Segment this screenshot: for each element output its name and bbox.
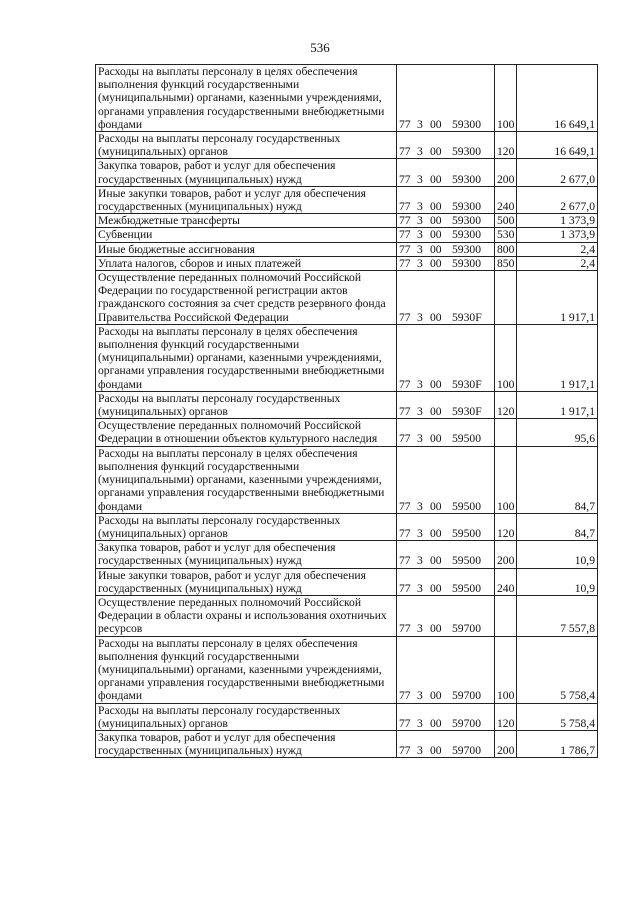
- org-code: 77: [399, 716, 411, 730]
- direction-code: 59300: [452, 117, 481, 131]
- program-code: 3: [417, 581, 423, 595]
- subprogram-code: 00: [430, 689, 442, 703]
- direction-code: 59700: [452, 716, 481, 730]
- amount-cell: 2,4: [517, 242, 598, 256]
- org-code: 77: [399, 554, 411, 568]
- org-code: 77: [399, 377, 411, 391]
- program-code: 3: [417, 744, 423, 758]
- subprogram-code: 00: [430, 499, 442, 513]
- amount-cell: 10,9: [517, 541, 598, 568]
- org-code: 77: [399, 200, 411, 214]
- direction-code: 59500: [452, 554, 481, 568]
- subprogram-code: 00: [430, 172, 442, 186]
- target-article-cell: [397, 636, 495, 703]
- expense-name-cell: Иные закупки товаров, работ и услуг для обеспечения государственных (муниципальных) нужд: [96, 186, 397, 213]
- direction-code: 5930F: [452, 405, 482, 419]
- expense-type-cell: 100: [495, 324, 517, 391]
- expense-type-cell: 200: [495, 541, 517, 568]
- subprogram-code: 00: [430, 228, 442, 242]
- program-code: 3: [417, 716, 423, 730]
- target-article-cell: [397, 132, 495, 159]
- target-article-cell: [397, 568, 495, 595]
- org-code: 77: [399, 172, 411, 186]
- direction-code: 59500: [452, 432, 481, 446]
- table-row: [96, 703, 598, 730]
- subprogram-code: 00: [430, 622, 442, 636]
- subprogram-code: 00: [430, 554, 442, 568]
- budget-table-body: [96, 65, 598, 758]
- amount-cell: 2,4: [517, 256, 598, 270]
- table-row: [96, 730, 598, 757]
- table-row: [96, 636, 598, 703]
- subprogram-code: 00: [430, 526, 442, 540]
- program-code: 3: [417, 499, 423, 513]
- program-code: 3: [417, 622, 423, 636]
- org-code: 77: [399, 256, 411, 270]
- program-code: 3: [417, 310, 423, 324]
- org-code: 77: [399, 214, 411, 228]
- direction-code: 59300: [452, 200, 481, 214]
- org-code: 77: [399, 689, 411, 703]
- expense-name-cell: Расходы на выплаты персоналу государственных (муниципальных) органов: [96, 132, 397, 159]
- target-article-cell: [397, 186, 495, 213]
- program-code: 3: [417, 554, 423, 568]
- expense-name-cell: Расходы на выплаты персоналу государственных (муниципальных) органов: [96, 391, 397, 418]
- expense-type-cell: 100: [495, 65, 517, 132]
- expense-name-cell: Расходы на выплаты персоналу в целях обеспечения выполнения функций государственными (муниципальными) органами, казенными учреждениями, органами управления государственными внебюджетными фондами: [96, 636, 397, 703]
- subprogram-code: 00: [430, 432, 442, 446]
- amount-cell: 84,7: [517, 446, 598, 513]
- expense-name-cell: Расходы на выплаты персоналу государственных (муниципальных) органов: [96, 703, 397, 730]
- expense-type-cell: 120: [495, 132, 517, 159]
- program-code: 3: [417, 242, 423, 256]
- org-code: 77: [399, 622, 411, 636]
- target-article-cell: [397, 595, 495, 636]
- program-code: 3: [417, 689, 423, 703]
- expense-type-cell: 800: [495, 242, 517, 256]
- org-code: 77: [399, 581, 411, 595]
- program-code: 3: [417, 145, 423, 159]
- direction-code: 59300: [452, 256, 481, 270]
- page-number: 536: [310, 40, 330, 55]
- target-article-cell: [397, 159, 495, 186]
- expense-type-cell: 530: [495, 228, 517, 242]
- amount-cell: 1 373,9: [517, 228, 598, 242]
- table-row: [96, 595, 598, 636]
- subprogram-code: 00: [430, 242, 442, 256]
- direction-code: 59300: [452, 172, 481, 186]
- org-code: 77: [399, 744, 411, 758]
- amount-cell: 95,6: [517, 419, 598, 446]
- budget-table: [95, 64, 598, 758]
- target-article-cell: [397, 214, 495, 228]
- direction-code: 5930F: [452, 377, 482, 391]
- expense-type-cell: 120: [495, 391, 517, 418]
- program-code: 3: [417, 405, 423, 419]
- table-row: [96, 446, 598, 513]
- program-code: 3: [417, 432, 423, 446]
- program-code: 3: [417, 256, 423, 270]
- expense-name-cell: Осуществление переданных полномочий Российской Федерации в отношении объектов культурного наследия: [96, 419, 397, 446]
- amount-cell: 1 373,9: [517, 214, 598, 228]
- table-row: [96, 419, 598, 446]
- direction-code: 59500: [452, 499, 481, 513]
- expense-name-cell: Межбюджетные трансферты: [96, 214, 397, 228]
- program-code: 3: [417, 200, 423, 214]
- subprogram-code: 00: [430, 145, 442, 159]
- expense-name-cell: Расходы на выплаты персоналу государственных (муниципальных) органов: [96, 513, 397, 540]
- amount-cell: 5 758,4: [517, 636, 598, 703]
- org-code: 77: [399, 499, 411, 513]
- subprogram-code: 00: [430, 405, 442, 419]
- program-code: 3: [417, 117, 423, 131]
- expense-type-cell: 500: [495, 214, 517, 228]
- target-article-cell: [397, 65, 495, 132]
- subprogram-code: 00: [430, 256, 442, 270]
- expense-name-cell: Закупка товаров, работ и услуг для обеспечения государственных (муниципальных) нужд: [96, 730, 397, 757]
- amount-cell: 1 786,7: [517, 730, 598, 757]
- table-row: [96, 214, 598, 228]
- expense-name-cell: Иные бюджетные ассигнования: [96, 242, 397, 256]
- org-code: 77: [399, 405, 411, 419]
- table-row: [96, 324, 598, 391]
- direction-code: 59300: [452, 214, 481, 228]
- target-article-cell: [397, 256, 495, 270]
- amount-cell: 16 649,1: [517, 132, 598, 159]
- expense-type-cell: [495, 419, 517, 446]
- expense-name-cell: Расходы на выплаты персоналу в целях обеспечения выполнения функций государственными (муниципальными) органами, казенными учреждениями, органами управления государственными внебюджетными фондами: [96, 65, 397, 132]
- expense-name-cell: Осуществление переданных полномочий Российской Федерации в области охраны и использования охотничьих ресурсов: [96, 595, 397, 636]
- target-article-cell: [397, 446, 495, 513]
- expense-name-cell: Уплата налогов, сборов и иных платежей: [96, 256, 397, 270]
- amount-cell: 7 557,8: [517, 595, 598, 636]
- amount-cell: 2 677,0: [517, 159, 598, 186]
- table-row: [96, 271, 598, 325]
- target-article-cell: [397, 242, 495, 256]
- table-row: [96, 541, 598, 568]
- org-code: 77: [399, 228, 411, 242]
- program-code: 3: [417, 172, 423, 186]
- target-article-cell: [397, 703, 495, 730]
- expense-name-cell: Иные закупки товаров, работ и услуг для обеспечения государственных (муниципальных) нужд: [96, 568, 397, 595]
- table-row: [96, 568, 598, 595]
- target-article-cell: [397, 541, 495, 568]
- expense-type-cell: 120: [495, 513, 517, 540]
- target-article-cell: [397, 513, 495, 540]
- direction-code: 59300: [452, 145, 481, 159]
- expense-type-cell: [495, 595, 517, 636]
- org-code: 77: [399, 145, 411, 159]
- program-code: 3: [417, 377, 423, 391]
- subprogram-code: 00: [430, 310, 442, 324]
- amount-cell: 10,9: [517, 568, 598, 595]
- program-code: 3: [417, 214, 423, 228]
- target-article-cell: [397, 391, 495, 418]
- direction-code: 59300: [452, 228, 481, 242]
- direction-code: 59500: [452, 581, 481, 595]
- org-code: 77: [399, 526, 411, 540]
- expense-name-cell: Закупка товаров, работ и услуг для обеспечения государственных (муниципальных) нужд: [96, 159, 397, 186]
- target-article-cell: [397, 730, 495, 757]
- table-row: [96, 391, 598, 418]
- program-code: 3: [417, 228, 423, 242]
- direction-code: 59700: [452, 744, 481, 758]
- program-code: 3: [417, 526, 423, 540]
- target-article-cell: [397, 419, 495, 446]
- subprogram-code: 00: [430, 581, 442, 595]
- target-article-cell: [397, 324, 495, 391]
- amount-cell: 1 917,1: [517, 324, 598, 391]
- org-code: 77: [399, 117, 411, 131]
- subprogram-code: 00: [430, 744, 442, 758]
- expense-name-cell: Закупка товаров, работ и услуг для обеспечения государственных (муниципальных) нужд: [96, 541, 397, 568]
- direction-code: 59500: [452, 526, 481, 540]
- org-code: 77: [399, 432, 411, 446]
- amount-cell: 1 917,1: [517, 271, 598, 325]
- expense-type-cell: 850: [495, 256, 517, 270]
- expense-type-cell: 100: [495, 636, 517, 703]
- expense-type-cell: 200: [495, 159, 517, 186]
- table-row: [96, 256, 598, 270]
- subprogram-code: 00: [430, 716, 442, 730]
- target-article-cell: [397, 271, 495, 325]
- table-row: [96, 186, 598, 213]
- table-row: [96, 228, 598, 242]
- table-row: [96, 65, 598, 132]
- direction-code: 59300: [452, 242, 481, 256]
- expense-type-cell: 240: [495, 568, 517, 595]
- direction-code: 59700: [452, 622, 481, 636]
- expense-name-cell: Осуществление переданных полномочий Российской Федерации по государственной регистрации актов гражданского состояния за счет средств резервного фонда Правительства Российской Федерации: [96, 271, 397, 325]
- table-row: [96, 132, 598, 159]
- subprogram-code: 00: [430, 200, 442, 214]
- direction-code: 5930F: [452, 310, 482, 324]
- amount-cell: 16 649,1: [517, 65, 598, 132]
- table-row: [96, 513, 598, 540]
- expense-type-cell: 200: [495, 730, 517, 757]
- amount-cell: 1 917,1: [517, 391, 598, 418]
- table-row: [96, 159, 598, 186]
- expense-type-cell: [495, 271, 517, 325]
- expense-type-cell: 120: [495, 703, 517, 730]
- subprogram-code: 00: [430, 214, 442, 228]
- table-row: [96, 242, 598, 256]
- amount-cell: 5 758,4: [517, 703, 598, 730]
- expense-name-cell: Расходы на выплаты персоналу в целях обеспечения выполнения функций государственными (муниципальными) органами, казенными учреждениями, органами управления государственными внебюджетными фондами: [96, 324, 397, 391]
- org-code: 77: [399, 310, 411, 324]
- amount-cell: 2 677,0: [517, 186, 598, 213]
- org-code: 77: [399, 242, 411, 256]
- subprogram-code: 00: [430, 377, 442, 391]
- target-article-cell: [397, 228, 495, 242]
- expense-type-cell: 240: [495, 186, 517, 213]
- subprogram-code: 00: [430, 117, 442, 131]
- direction-code: 59700: [452, 689, 481, 703]
- expense-name-cell: Субвенции: [96, 228, 397, 242]
- expense-name-cell: Расходы на выплаты персоналу в целях обеспечения выполнения функций государственными (муниципальными) органами, казенными учреждениями, органами управления государственными внебюджетными фондами: [96, 446, 397, 513]
- amount-cell: 84,7: [517, 513, 598, 540]
- expense-type-cell: 100: [495, 446, 517, 513]
